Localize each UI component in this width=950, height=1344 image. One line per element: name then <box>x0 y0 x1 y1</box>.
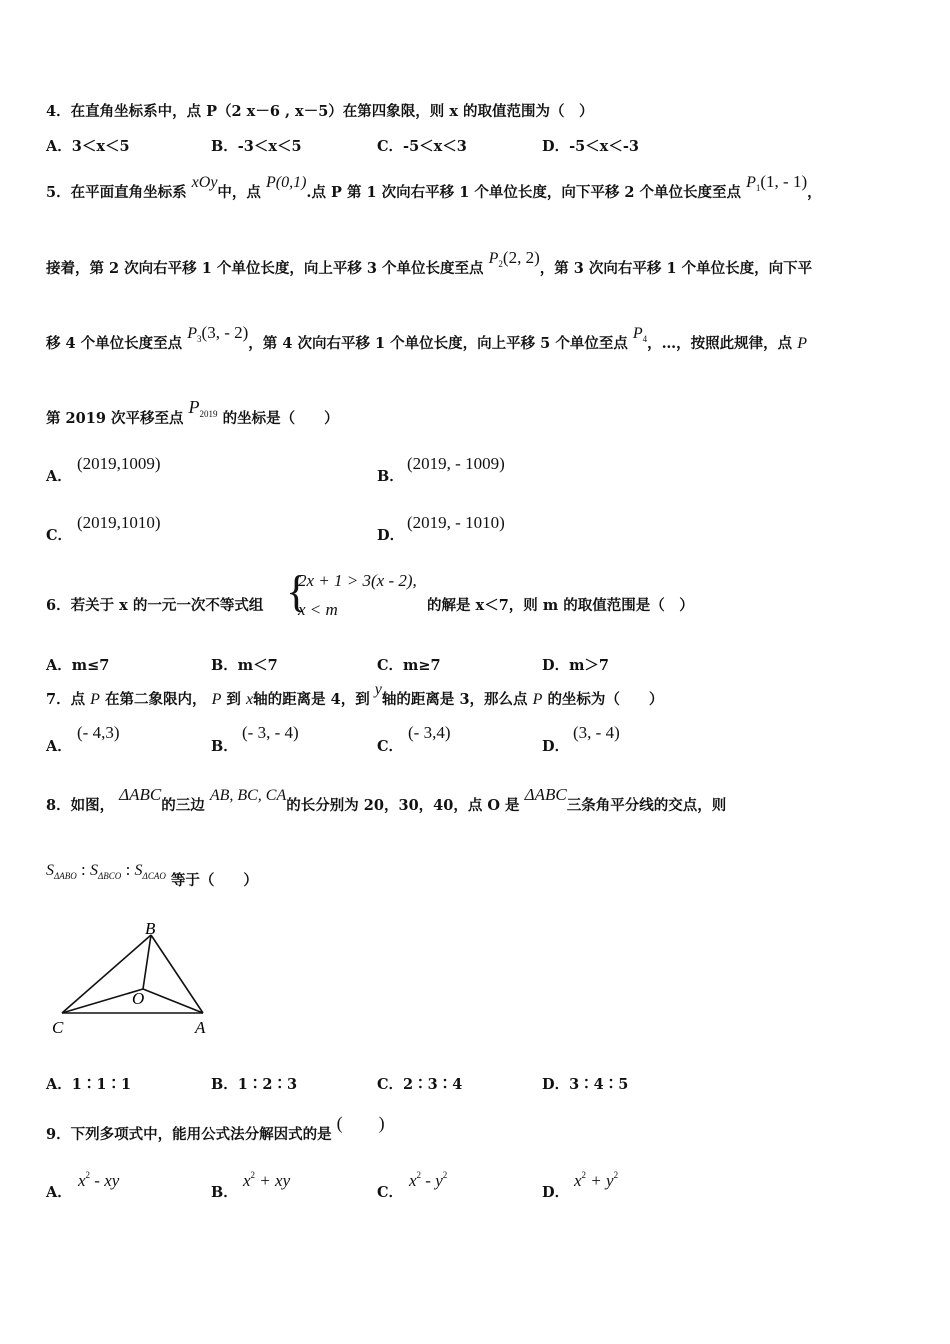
option-letter: C． <box>377 1076 404 1093</box>
q5-text: ， <box>807 184 822 201</box>
q6-stem-a <box>46 596 263 616</box>
option-letter: C． <box>377 138 404 155</box>
option-text: -5＜x＜3 <box>403 138 467 155</box>
option-letter: B． <box>211 738 238 755</box>
option-text: m＞7 <box>569 657 610 674</box>
q7-option-b-value: (- 3, - 4) <box>242 723 299 742</box>
label-a: A <box>195 1018 206 1037</box>
option-letter: D． <box>542 738 570 755</box>
q8-triangle-figure <box>40 910 230 1045</box>
q9-paren: ( ) <box>336 1113 385 1133</box>
q9-option-a-value <box>78 1170 119 1191</box>
option-text: m＜7 <box>237 657 278 674</box>
q5-p2-value: (2, 2) <box>502 248 540 267</box>
q8-s-sub: ΔCAO <box>142 871 166 881</box>
sup: 2 <box>442 1170 448 1180</box>
base: x <box>78 1171 86 1190</box>
q4-stem <box>46 102 594 122</box>
option-letter: A． <box>46 138 72 155</box>
q7-option-d[interactable] <box>542 737 569 757</box>
option-text: 1∶1∶1 <box>71 1076 132 1093</box>
q8-sides: AB, BC, CA <box>209 787 287 804</box>
q9-option-d[interactable] <box>542 1183 569 1203</box>
q5-xoy: xOy <box>191 174 218 191</box>
q7-text: 轴的距离是 4，到 <box>253 691 370 708</box>
q8-text: 的长分别为 20，30，40，点 O 是 <box>286 797 520 814</box>
q5-point-p: P(0,1) <box>265 174 307 191</box>
q7-y: y <box>374 681 382 698</box>
label-c: C <box>52 1018 64 1037</box>
q6-option-b[interactable] <box>211 656 278 676</box>
q7-text: 的坐标为（ ） <box>547 691 664 708</box>
q8-ratio-line <box>46 860 258 896</box>
q7-option-c-value: (- 3,4) <box>408 723 451 742</box>
rest: - xy <box>90 1171 120 1190</box>
q8-s: S <box>134 862 143 879</box>
q5-p2019-sub: 2019 <box>199 409 218 419</box>
q8-option-c[interactable] <box>377 1075 462 1095</box>
option-letter: D． <box>542 138 570 155</box>
q8-s-sub: ΔBCO <box>98 871 122 881</box>
option-letter: A． <box>46 657 72 674</box>
q4-point-coord: （2 x－6 , x－5） <box>217 103 343 120</box>
q5-p1: P <box>746 174 756 191</box>
q7-option-a[interactable] <box>46 737 72 757</box>
q4-option-a[interactable] <box>46 137 130 157</box>
q5-text: .点 P 第 1 次向右平移 1 个单位长度，向下平移 2 个单位长度至点 <box>306 184 742 201</box>
q8-option-d[interactable] <box>542 1075 628 1095</box>
q5-p2: P <box>488 250 499 267</box>
option-letter: A． <box>46 1184 72 1201</box>
q6-option-c[interactable] <box>377 656 441 676</box>
q5-p: P <box>797 335 808 352</box>
q9-stem <box>46 1113 385 1145</box>
q9-option-d-value <box>574 1170 618 1191</box>
q7-text: 轴的距离是 3，那么点 <box>381 691 528 708</box>
sup: 2 <box>613 1170 619 1180</box>
q4-stem-b: 在第四象限，则 x 的取值范围为（ ） <box>342 103 594 120</box>
option-letter: C． <box>377 738 404 755</box>
option-letter: A． <box>46 1076 72 1093</box>
q5-line-4 <box>46 397 339 434</box>
option-text: -5＜x＜-3 <box>569 138 639 155</box>
base: x <box>574 1171 582 1190</box>
q5-option-d[interactable] <box>377 526 404 546</box>
q7-option-c[interactable] <box>377 737 403 757</box>
q9-option-a[interactable] <box>46 1183 72 1203</box>
q6-option-d[interactable] <box>542 656 609 676</box>
option-text: -3＜x＜5 <box>237 138 302 155</box>
q7-text: 在第二象限内， <box>105 691 207 708</box>
q7-p: P <box>532 691 543 708</box>
q6-brace: { <box>286 567 308 616</box>
option-letter: C． <box>377 657 404 674</box>
option-text: 1∶2∶3 <box>237 1076 298 1093</box>
option-letter: D． <box>377 527 405 544</box>
q5-p4: P <box>632 325 643 342</box>
q5-p2-sub: 2 <box>498 259 503 269</box>
q5-text: 接着，第 2 次向右平移 1 个单位长度，向上平移 3 个单位长度至点 <box>46 260 484 277</box>
q8-s: S <box>90 862 99 879</box>
q5-line-3 <box>46 323 808 359</box>
q8-stem <box>46 785 727 816</box>
label-o: O <box>132 989 145 1008</box>
q4-option-c[interactable] <box>377 137 467 157</box>
option-text: 3＜x＜5 <box>71 138 130 155</box>
q5-line-1 <box>46 172 822 208</box>
q5-p2019: P <box>188 397 200 417</box>
option-letter: B． <box>211 1184 238 1201</box>
q5-text: ，第 4 次向右平移 1 个单位长度，向上平移 5 个单位至点 <box>248 335 628 352</box>
q4-option-b[interactable] <box>211 137 302 157</box>
sup: 2 <box>416 1170 422 1180</box>
q5-text: 5．在平面直角坐标系 <box>46 184 187 201</box>
rest: - y <box>421 1171 443 1190</box>
option-letter: B． <box>211 138 238 155</box>
option-text: 3∶4∶5 <box>569 1076 629 1093</box>
sup: 2 <box>581 1170 587 1180</box>
q6-inequality-1: 2x + 1 > 3(x - 2), <box>298 571 417 590</box>
q6-text: 的解是 x＜7，则 m 的取值范围是（ ） <box>427 597 694 614</box>
bisector-co <box>62 989 143 1013</box>
q8-text: 三条角平分线的交点，则 <box>566 797 727 814</box>
bisector-bo <box>143 935 151 989</box>
q5-text: 移 4 个单位长度至点 <box>46 335 183 352</box>
q7-text: 7．点 <box>46 691 86 708</box>
q5-p3: P <box>187 325 198 342</box>
q5-option-d-value: (2019, - 1010) <box>407 513 505 532</box>
q8-option-b[interactable] <box>211 1075 297 1095</box>
q4-stem-a: 4．在直角坐标系中，点 P <box>46 103 218 120</box>
option-letter: A． <box>46 738 72 755</box>
q8-option-a[interactable] <box>46 1075 131 1095</box>
option-letter: A． <box>46 468 72 485</box>
q5-option-b-value: (2019, - 1009) <box>407 454 505 473</box>
q5-line-2 <box>46 248 813 284</box>
option-letter: B． <box>377 468 404 485</box>
option-text: m≥7 <box>403 657 441 674</box>
q5-p3-value: (3, - 2) <box>201 323 249 342</box>
q7-option-d-value: (3, - 4) <box>573 723 620 742</box>
q5-p1-sub: 1 <box>755 183 761 193</box>
q5-p3-sub: 3 <box>197 334 202 344</box>
q7-option-b[interactable] <box>211 737 238 757</box>
rest: + y <box>586 1171 614 1190</box>
q9-text: 9．下列多项式中，能用公式法分解因式的是 <box>46 1126 332 1143</box>
sup: 2 <box>85 1170 91 1180</box>
option-text: 2∶3∶4 <box>403 1076 463 1093</box>
q9-option-b[interactable] <box>211 1183 238 1203</box>
option-letter: B． <box>211 657 238 674</box>
q9-option-b-value <box>243 1170 290 1191</box>
q5-option-a[interactable] <box>46 467 72 487</box>
label-b: B <box>145 919 156 938</box>
q5-option-c-value: (2019,1010) <box>77 513 161 532</box>
option-text: m≤7 <box>71 657 110 674</box>
q5-p1-value: (1, - 1) <box>760 172 808 191</box>
option-letter: D． <box>542 657 570 674</box>
q6-option-a[interactable] <box>46 656 109 676</box>
q7-x: x <box>245 691 254 708</box>
q7-text: 到 <box>226 691 241 708</box>
q5-option-a-value: (2019,1009) <box>77 454 161 473</box>
q5-option-c[interactable] <box>46 526 72 546</box>
q7-p: P <box>90 691 100 708</box>
q5-text: 第 2019 次平移至点 <box>46 410 184 427</box>
q5-option-b[interactable] <box>377 467 404 487</box>
q6-stem-b <box>427 596 694 616</box>
q5-text: 的坐标是（ ） <box>222 410 339 427</box>
q8-text: 的三边 <box>161 797 205 814</box>
q8-triangle: ΔABC <box>524 785 567 804</box>
q7-p: P <box>211 691 222 708</box>
q4-option-d[interactable] <box>542 137 639 157</box>
q6-text: 6．若关于 x 的一元一次不等式组 <box>46 597 264 614</box>
q6-inequality-2: x < m <box>298 600 338 619</box>
q8-s: S <box>46 862 54 879</box>
option-letter: C． <box>46 527 73 544</box>
q8-text: 等于（ ） <box>170 872 258 889</box>
q5-p4-sub: 4 <box>642 334 648 344</box>
option-letter: C． <box>377 1184 404 1201</box>
q9-option-c[interactable] <box>377 1183 403 1203</box>
option-letter: D． <box>542 1184 570 1201</box>
rest: + xy <box>255 1171 291 1190</box>
q9-option-c-value <box>409 1170 447 1191</box>
q7-stem <box>46 681 664 710</box>
q8-sep: : <box>76 860 91 879</box>
base: x <box>409 1171 417 1190</box>
edge-ba <box>151 935 203 1013</box>
q5-text: ，…，按照此规律，点 <box>647 335 793 352</box>
q8-s-sub: ΔABO <box>54 871 77 881</box>
bisector-ao <box>143 989 203 1013</box>
base: x <box>243 1171 251 1190</box>
q8-sep: : <box>121 860 135 879</box>
sup: 2 <box>250 1170 256 1180</box>
option-letter: B． <box>211 1076 238 1093</box>
q8-triangle: ΔABC <box>119 785 162 804</box>
q7-option-a-value: (- 4,3) <box>77 723 120 742</box>
option-letter: D． <box>542 1076 570 1093</box>
q5-text: 中，点 <box>217 184 261 201</box>
q5-text: ，第 3 次向右平移 1 个单位长度，向下平 <box>539 260 813 277</box>
q8-text: 8．如图， <box>46 797 115 814</box>
